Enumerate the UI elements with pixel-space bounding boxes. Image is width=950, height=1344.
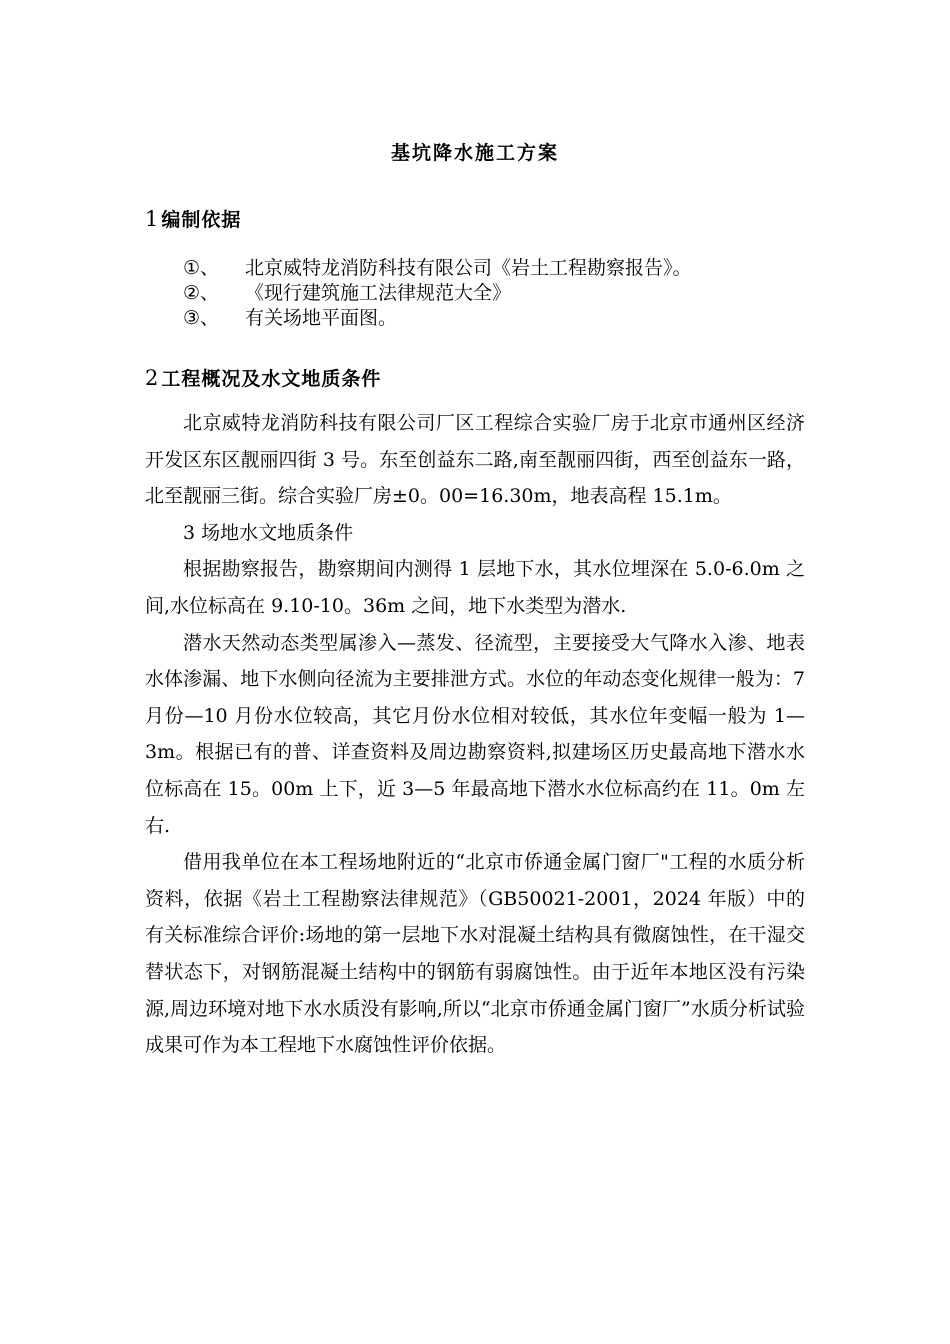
- list-item-marker: ③、: [183, 307, 220, 329]
- document-title: 基坑降水施工方案: [390, 142, 559, 164]
- reference-list: [183, 256, 823, 331]
- section-body: [145, 405, 805, 1064]
- list-item-text: 有关场地平面图。: [245, 307, 398, 329]
- section-title: 工程概况及水文地质条件: [161, 368, 382, 390]
- list-item-marker: ②、: [183, 282, 220, 304]
- paragraph-water-quality: 借用我单位在本工程场地附近的“北京市侨通金属门窗厂"工程的水质分析资料，依据《岩土工程勘察法律规范》（GB50021-2001，2024 年版）中的有关标准综合评价:场地的第一层地下水对混凝土结构具有微腐蚀性，在干湿交替状态下，对钢筋混凝土结构中的钢筋有弱腐蚀性。由于近年本地区没有污染源,周边环境对地下水水质没有影响,所以“北京市侨通金属门窗厂”水质分析试验成果可作为本工程地下水腐蚀性评价依据。: [145, 851, 805, 1057]
- list-item-text: 北京威特龙消防科技有限公司《岩土工程勘察报告》。: [245, 257, 692, 279]
- paragraph-subheading-hydrogeology: 3 场地水文地质条件: [183, 521, 354, 544]
- list-item-text: 《现行建筑施工法律规范大全》: [245, 282, 512, 304]
- list-item: [183, 256, 823, 281]
- paragraph-groundwater-level: 根据勘察报告，勘察期间内测得 1 层地下水，其水位埋深在 5.0-6.0m 之间,水位标高在 9.10-10。36m 之间，地下水类型为潜水.: [145, 558, 805, 617]
- paragraph-project-location: 北京威特龙消防科技有限公司厂区工程综合实验厂房于北京市通州区经济开发区东区靓丽四街 3 号。东至创益东二路,南至靓丽四街，西至创益东一路，北至靓丽三街。综合实验厂房±0。00=16.30m，地表高程 15.1m。: [145, 412, 805, 508]
- paragraph-groundwater-dynamics: 潜水天然动态类型属渗入—蒸发、径流型，主要接受大气降水入渗、地表水体渗漏、地下水侧向径流为主要排泄方式。水位的年动态变化规律一般为：7 月份—10 月份水位较高，其它月份水位相对较低，其水位年变幅一般为 1—3m。根据已有的普、详查资料及周边勘察资料,拟建场区历史最高地下潜水水位标高在 15。00m 上下，近 3—5 年最高地下潜水水位标高约在 11。0m 左右.: [145, 631, 805, 837]
- section-title: 编制依据: [161, 209, 242, 231]
- list-item: [183, 281, 823, 306]
- section-number: 1: [145, 207, 160, 231]
- list-item-marker: ①、: [183, 257, 220, 279]
- section-number: 2: [145, 366, 160, 390]
- section-heading-overview: [145, 364, 381, 391]
- list-item: [183, 306, 823, 331]
- section-heading-basis: [145, 205, 241, 232]
